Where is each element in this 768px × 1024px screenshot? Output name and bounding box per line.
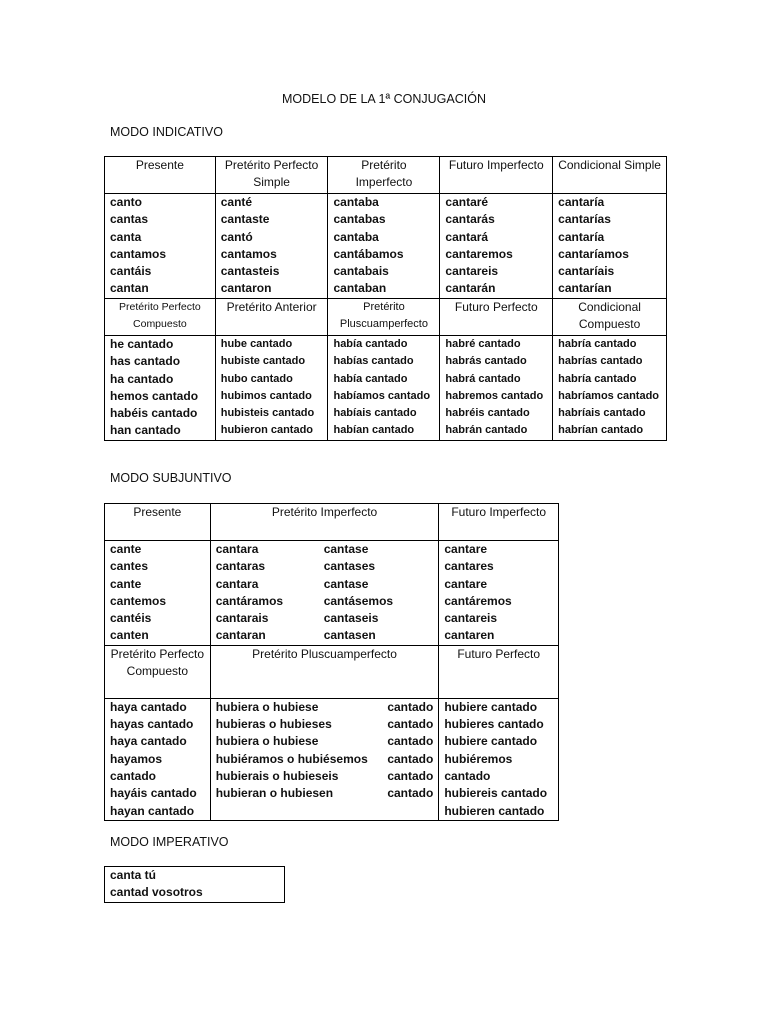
pluscuamperfecto-row bbox=[216, 699, 434, 716]
indicativo-compound-cell bbox=[440, 336, 553, 441]
indicativo-header-cell: Pretérito Imperfecto bbox=[328, 157, 440, 194]
conjugated-form: cantabas bbox=[333, 212, 386, 227]
conjugated-form: habrías cantado bbox=[558, 355, 643, 368]
conjugated-form: hubiéramos o hubiésemos bbox=[215, 751, 368, 766]
conjugated-form: cantaran bbox=[215, 628, 266, 643]
indicativo-header-cell: Pretérito Pluscuamperfecto bbox=[328, 299, 440, 336]
conjugated-form: cantaba bbox=[333, 195, 379, 209]
conjugated-form: canten bbox=[110, 628, 149, 643]
imperfecto-pair bbox=[216, 541, 434, 558]
conjugated-form: cantara bbox=[215, 542, 259, 556]
conjugated-form: he cantado bbox=[110, 337, 174, 351]
conjugated-form: habríamos cantado bbox=[558, 389, 660, 402]
conjugated-form: cantábamos bbox=[333, 246, 404, 261]
conjugated-form: hubiereis cantado bbox=[444, 786, 548, 801]
conjugated-form: habremos cantado bbox=[445, 389, 544, 402]
conjugated-form: habrás cantado bbox=[445, 355, 527, 368]
conjugated-form: hubieren cantado bbox=[444, 803, 545, 818]
conjugated-form: cantaren bbox=[444, 628, 495, 643]
conjugated-form: cantaría bbox=[558, 229, 605, 244]
conjugated-form: canta bbox=[110, 229, 142, 244]
indicativo-compound-cell bbox=[553, 336, 667, 441]
conjugated-form: habréis cantado bbox=[445, 407, 530, 420]
indicativo-header-cell: Pretérito Perfecto Simple bbox=[215, 157, 328, 194]
conjugated-form: canto bbox=[110, 195, 143, 209]
conjugated-form: cantarais bbox=[215, 611, 269, 626]
subjuntivo-table bbox=[104, 503, 559, 821]
pluscuamperfecto-row bbox=[216, 751, 434, 768]
indicativo-compound-cell bbox=[105, 336, 216, 441]
conjugated-form: habrían cantado bbox=[558, 424, 644, 437]
conjugated-form: hubieras o hubieses bbox=[215, 717, 332, 732]
conjugated-form: habrán cantado bbox=[445, 424, 528, 437]
subjuntivo-header-row-simple bbox=[105, 504, 559, 541]
conjugated-form: cantaba bbox=[333, 229, 379, 244]
imperfecto-pair bbox=[216, 593, 434, 610]
conjugated-form: cantase bbox=[323, 542, 369, 556]
conjugated-form: había cantado bbox=[333, 338, 408, 350]
subjuntivo-pluscuamperfecto-cell bbox=[210, 698, 439, 820]
conjugated-form: cantare bbox=[444, 576, 488, 591]
imperfecto-pair bbox=[216, 610, 434, 627]
conjugated-form: canta tú bbox=[110, 868, 157, 882]
conjugated-form: cantará bbox=[445, 229, 489, 244]
subjuntivo-perfecto-cell bbox=[105, 698, 211, 820]
indicativo-header-row-simple bbox=[105, 157, 667, 194]
conjugated-form: ha cantado bbox=[110, 371, 174, 386]
indicativo-simple-cell bbox=[440, 194, 553, 299]
subjuntivo-presente-cell bbox=[105, 541, 211, 646]
subjuntivo-heading: MODO SUBJUNTIVO bbox=[110, 471, 232, 485]
conjugated-form: hayan cantado bbox=[110, 803, 195, 818]
indicativo-table bbox=[104, 156, 667, 441]
indicativo-header-cell: Condicional Simple bbox=[553, 157, 667, 194]
indicativo-header-row-compound bbox=[105, 299, 667, 336]
conjugated-form: habías cantado bbox=[333, 355, 414, 368]
conjugated-form: cantáramos bbox=[215, 593, 284, 608]
conjugated-form: canté bbox=[220, 195, 253, 209]
conjugated-form: cantan bbox=[110, 281, 149, 296]
conjugated-form: había cantado bbox=[333, 372, 408, 385]
subjuntivo-imperfecto-cell bbox=[210, 541, 439, 646]
conjugated-form: habré cantado bbox=[445, 338, 521, 350]
conjugated-form: hayas cantado bbox=[110, 717, 194, 732]
indicativo-heading: MODO INDICATIVO bbox=[110, 125, 223, 139]
imperativo-heading: MODO IMPERATIVO bbox=[110, 835, 229, 849]
conjugated-form: cantaríais bbox=[558, 264, 615, 279]
conjugated-form: cantaría bbox=[558, 195, 605, 209]
conjugated-form: cantaron bbox=[220, 281, 272, 296]
subjuntivo-header-cell: Pretérito Pluscuamperfecto bbox=[210, 645, 439, 698]
conjugated-form: habían cantado bbox=[333, 424, 415, 437]
conjugated-form: cantaban bbox=[333, 281, 387, 296]
conjugated-form: cantares bbox=[444, 559, 494, 574]
conjugated-form: cantas bbox=[110, 212, 149, 227]
participle: cantado bbox=[387, 717, 434, 732]
conjugated-form: habíamos cantado bbox=[333, 389, 431, 402]
conjugated-form: hayamos cantado bbox=[110, 751, 163, 783]
conjugated-form: hube cantado bbox=[220, 338, 293, 350]
conjugated-form: hubiera o hubiese bbox=[215, 699, 319, 714]
conjugated-form: hubiere cantado bbox=[444, 699, 538, 714]
subjuntivo-simple-forms-row bbox=[105, 541, 559, 646]
conjugated-form: cantéis bbox=[110, 611, 152, 626]
indicativo-compound-cell bbox=[328, 336, 440, 441]
conjugated-form: cantareis bbox=[444, 611, 498, 626]
indicativo-header-cell: Pretérito Perfecto Compuesto bbox=[105, 299, 216, 336]
subjuntivo-header-cell: Futuro Perfecto bbox=[439, 645, 559, 698]
imperativo-table bbox=[104, 866, 285, 903]
conjugated-form: cantaremos bbox=[445, 246, 513, 261]
indicativo-header-cell: Futuro Perfecto bbox=[440, 299, 553, 336]
subjuntivo-header-cell: Futuro Imperfecto bbox=[439, 504, 559, 541]
indicativo-header-cell: Pretérito Anterior bbox=[215, 299, 328, 336]
conjugated-form: cantáremos bbox=[444, 593, 512, 608]
conjugated-form: hubiera o hubiese bbox=[215, 734, 319, 749]
subjuntivo-header-cell: Pretérito Imperfecto bbox=[210, 504, 439, 541]
pluscuamperfecto-row bbox=[216, 733, 434, 750]
indicativo-header-cell: Presente bbox=[105, 157, 216, 194]
imperfecto-pair bbox=[216, 627, 434, 644]
conjugated-form: haya cantado bbox=[110, 699, 187, 714]
subjuntivo-compound-forms-row bbox=[105, 698, 559, 820]
conjugated-form: habíais cantado bbox=[333, 407, 417, 420]
conjugated-form: hubieron cantado bbox=[220, 424, 314, 437]
conjugated-form: hubo cantado bbox=[220, 372, 293, 385]
conjugated-form: has cantado bbox=[110, 354, 181, 369]
conjugated-form: cantaré bbox=[445, 195, 489, 209]
imperfecto-pair bbox=[216, 576, 434, 593]
conjugated-form: cantarás bbox=[445, 212, 495, 227]
conjugated-form: hubieran o hubiesen bbox=[215, 786, 334, 801]
conjugated-form: cantaríamos bbox=[558, 246, 629, 261]
indicativo-simple-cell bbox=[553, 194, 667, 299]
conjugated-form: hubisteis cantado bbox=[220, 407, 315, 420]
indicativo-compound-forms-row bbox=[105, 336, 667, 441]
conjugated-form: hubiéremos cantado bbox=[444, 751, 513, 783]
conjugated-form: habrá cantado bbox=[445, 372, 521, 385]
conjugated-form: haya cantado bbox=[110, 734, 187, 749]
conjugated-form: cantareis bbox=[445, 264, 499, 279]
participle: cantado bbox=[387, 786, 434, 801]
indicativo-header-cell: Condicional Compuesto bbox=[553, 299, 667, 336]
indicativo-simple-cell bbox=[105, 194, 216, 299]
subjuntivo-header-cell: Pretérito Perfecto Compuesto bbox=[105, 645, 211, 698]
pluscuamperfecto-row bbox=[216, 785, 434, 802]
imperativo-forms-cell bbox=[105, 867, 285, 903]
conjugated-form: hubiste cantado bbox=[220, 355, 306, 368]
conjugated-form: hubimos cantado bbox=[220, 389, 312, 402]
subjuntivo-futuro-cell bbox=[439, 541, 559, 646]
indicativo-header-cell: Futuro Imperfecto bbox=[440, 157, 553, 194]
conjugated-form: cante bbox=[110, 542, 142, 556]
conjugated-form: cantases bbox=[323, 559, 376, 574]
conjugated-form: han cantado bbox=[110, 423, 181, 438]
conjugated-form: habría cantado bbox=[558, 372, 637, 385]
conjugated-form: cantasen bbox=[323, 628, 376, 643]
conjugated-form: cantara bbox=[215, 576, 259, 591]
participle: cantado bbox=[387, 751, 434, 766]
conjugated-form: cante bbox=[110, 576, 142, 591]
subjuntivo-futuro-perfecto-cell bbox=[439, 698, 559, 820]
conjugated-form: cantaste bbox=[220, 212, 270, 227]
participle: cantado bbox=[387, 699, 434, 714]
conjugated-form: cantaras bbox=[215, 559, 266, 574]
conjugated-form: hemos cantado bbox=[110, 388, 199, 403]
conjugated-form: cantase bbox=[323, 576, 369, 591]
conjugated-form: cantad vosotros bbox=[110, 885, 203, 900]
pluscuamperfecto-row bbox=[216, 716, 434, 733]
subjuntivo-header-cell: Presente bbox=[105, 504, 211, 541]
page-title: MODELO DE LA 1ª CONJUGACIÓN bbox=[282, 92, 486, 106]
conjugated-form: cantamos bbox=[220, 246, 277, 261]
imperfecto-pair bbox=[216, 558, 434, 575]
conjugated-form: cantásemos bbox=[323, 593, 394, 608]
conjugated-form: cantarán bbox=[445, 281, 496, 296]
conjugated-form: hubiere cantado bbox=[444, 734, 538, 749]
conjugated-form: cantes bbox=[110, 559, 149, 574]
participle: cantado bbox=[387, 768, 434, 783]
indicativo-compound-cell bbox=[215, 336, 328, 441]
conjugated-form: habéis cantado bbox=[110, 406, 198, 421]
indicativo-simple-cell bbox=[328, 194, 440, 299]
conjugated-form: hubieres cantado bbox=[444, 717, 544, 732]
subjuntivo-header-row-compound bbox=[105, 645, 559, 698]
conjugated-form: cantaseis bbox=[323, 611, 379, 626]
conjugated-form: cantáis bbox=[110, 264, 152, 279]
participle: cantado bbox=[387, 734, 434, 749]
conjugated-form: hayáis cantado bbox=[110, 786, 197, 801]
conjugated-form: cantare bbox=[444, 542, 488, 556]
pluscuamperfecto-row bbox=[216, 768, 434, 785]
indicativo-simple-cell bbox=[215, 194, 328, 299]
conjugated-form: habría cantado bbox=[558, 338, 637, 350]
indicativo-simple-forms-row bbox=[105, 194, 667, 299]
conjugated-form: cantarías bbox=[558, 212, 611, 227]
conjugated-form: cantabais bbox=[333, 264, 389, 279]
conjugated-form: cantó bbox=[220, 229, 253, 244]
conjugated-form: cantasteis bbox=[220, 264, 280, 279]
conjugated-form: habríais cantado bbox=[558, 407, 646, 420]
conjugated-form: hubierais o hubieseis bbox=[215, 768, 339, 783]
conjugated-form: cantemos bbox=[110, 593, 167, 608]
conjugated-form: cantamos bbox=[110, 246, 167, 261]
conjugated-form: cantarían bbox=[558, 281, 612, 296]
